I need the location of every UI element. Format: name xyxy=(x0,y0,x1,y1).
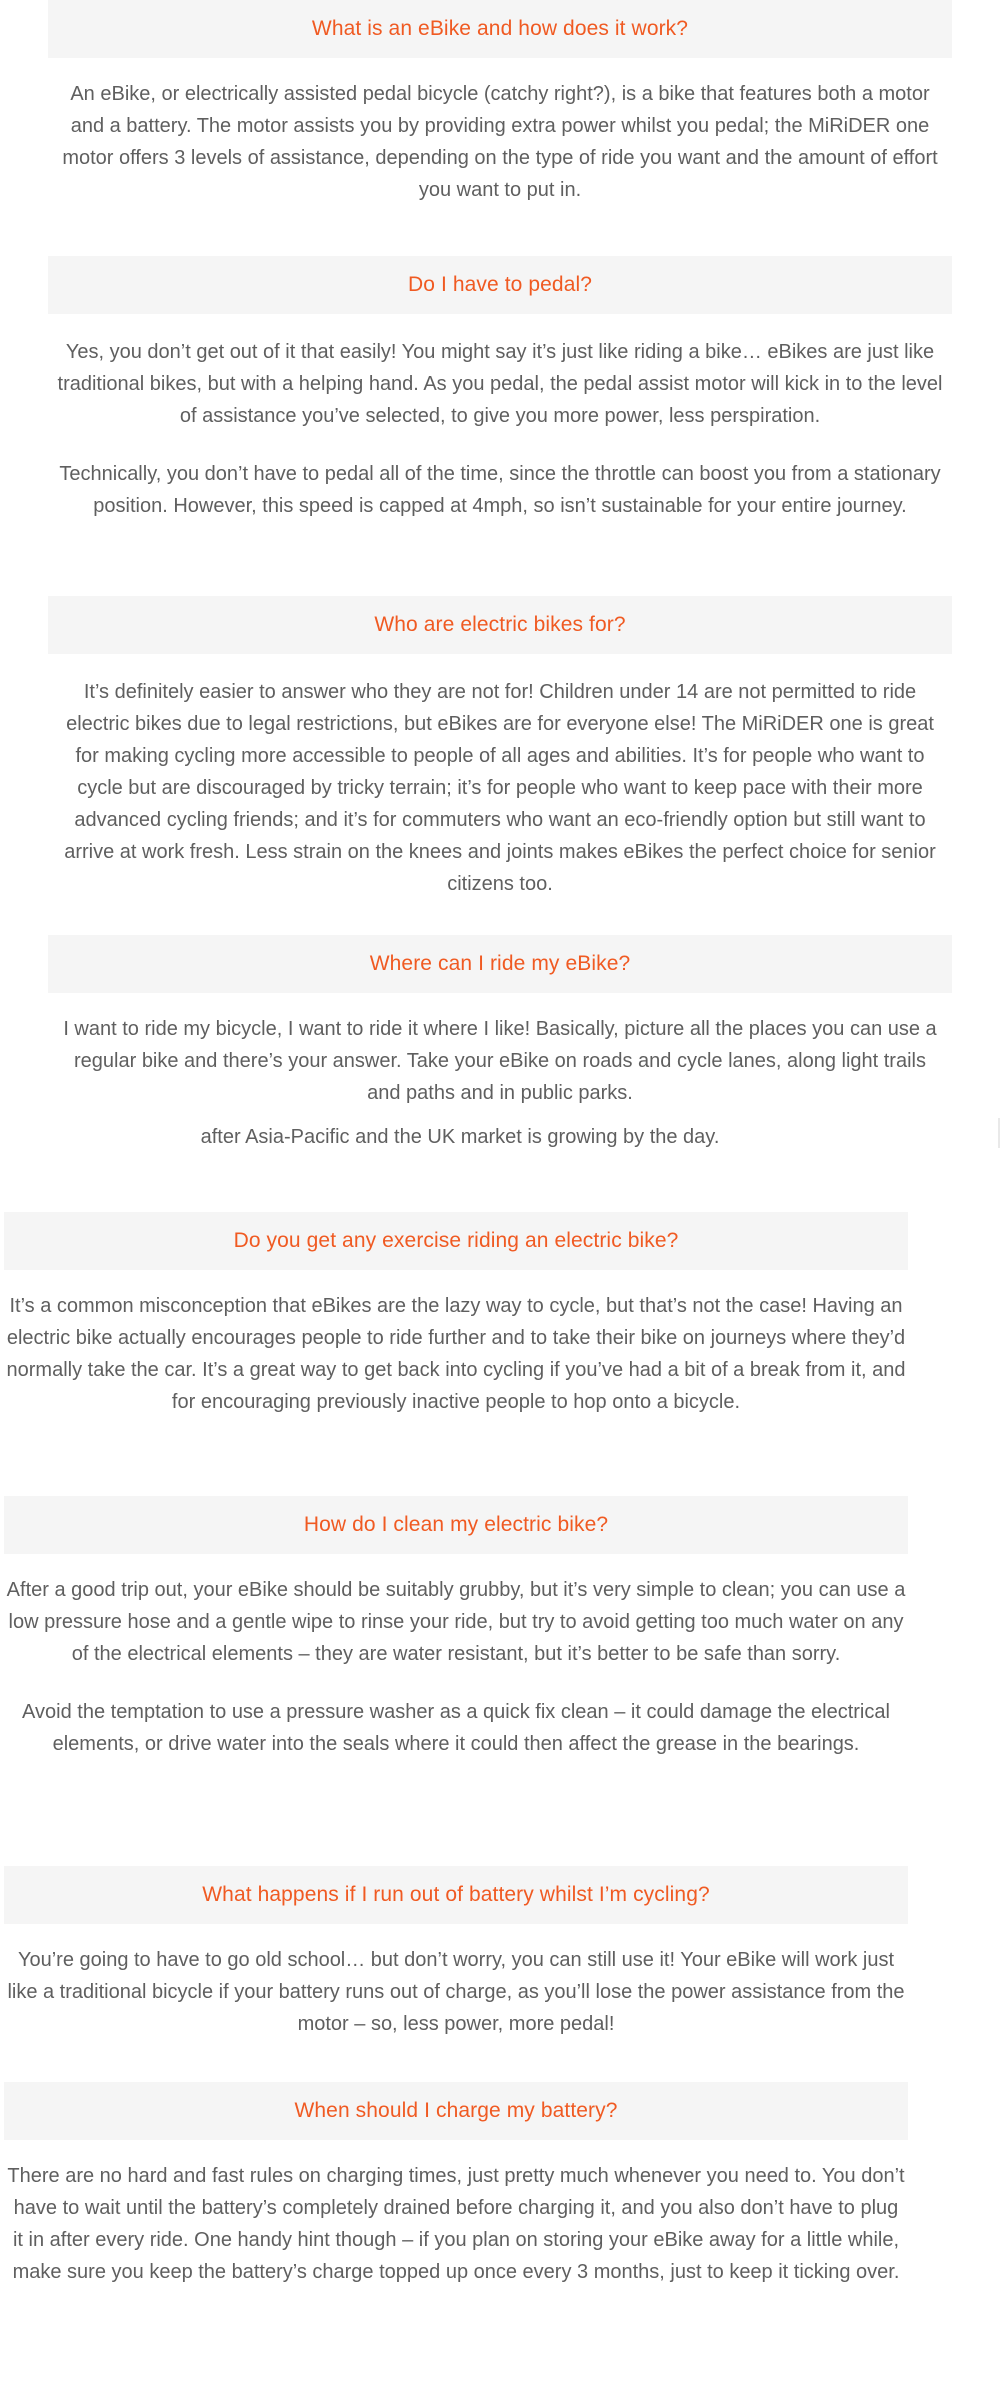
faq-section-battery-runs-out xyxy=(4,1866,908,2040)
faq-paragraph: It’s definitely easier to answer who they are not for! Children under 14 are not permitted to ride electric bikes due to legal restrictions, but eBikes are for everyone else! The MiRiDER one is great for making cycling more accessible to people of all ages and abilities. It’s for people who want to cycle but are discouraged by tricky terrain; it’s for people who want to keep pace with their more advanced cycling friends; and it’s for commuters who want an eco-friendly option but still want to arrive at work fresh. Less strain on the knees and joints makes eBikes the perfect choice for senior citizens too. xyxy=(64,681,936,895)
faq-answer xyxy=(48,654,952,900)
stray-text-line xyxy=(180,1122,740,1148)
faq-heading xyxy=(4,1866,908,1924)
faq-section-where-can-i-ride xyxy=(48,935,952,1109)
faq-heading xyxy=(4,1212,908,1270)
faq-question: Where can I ride my eBike? xyxy=(369,952,631,975)
faq-paragraph: You’re going to have to go old school… but don’t worry, you can still use it! Your eBike will work just like a traditional bicycle if your battery runs out of charge, as you’ll lose the power assistance from the motor – so, less power, more pedal! xyxy=(7,1949,905,2035)
faq-answer xyxy=(4,2140,908,2288)
faq-section-cleaning xyxy=(4,1496,908,1760)
faq-section-exercise xyxy=(4,1212,908,1418)
faq-question: Do I have to pedal? xyxy=(407,273,593,296)
faq-heading xyxy=(48,596,952,654)
faq-heading xyxy=(4,1496,908,1554)
faq-paragraph: It’s a common misconception that eBikes are the lazy way to cycle, but that’s not the case! Having an electric bike actually encourages people to ride further and to take their bike on journeys where they’d normally take the car. It’s a great way to get back into cycling if you’ve had a bit of a break from it, and for encouraging previously inactive people to hop onto a bicycle. xyxy=(6,1295,906,1413)
stray-text: after Asia-Pacific and the UK market is growing by the day. xyxy=(200,1126,720,1148)
faq-heading xyxy=(4,2082,908,2140)
faq-answer xyxy=(4,1924,908,2040)
faq-answer xyxy=(4,1554,908,1760)
faq-paragraph: I want to ride my bicycle, I want to ride it where I like! Basically, picture all the places you can use a regular bike and there’s your answer. Take your eBike on roads and cycle lanes, along light trails and paths and in public parks. xyxy=(63,1018,937,1104)
faq-answer xyxy=(4,1270,908,1418)
faq-question: When should I charge my battery? xyxy=(294,2099,618,2122)
faq-paragraph: Yes, you don’t get out of it that easily! You might say it’s just like riding a bike… eBikes are just like traditional bikes, but with a helping hand. As you pedal, the pedal assist motor will kick in to the level of assistance you’ve selected, to give you more power, less perspiration. xyxy=(57,341,943,427)
faq-question: How do I clean my electric bike? xyxy=(303,1513,609,1536)
faq-question: What is an eBike and how does it work? xyxy=(311,17,689,40)
faq-section-charging xyxy=(4,2082,908,2288)
faq-paragraph: An eBike, or electrically assisted pedal bicycle (catchy right?), is a bike that features both a motor and a battery. The motor assists you by providing extra power whilst you pedal; the MiRiDER one motor offers 3 levels of assistance, depending on the type of ride you want and the amount of effort you want to put in. xyxy=(62,83,938,201)
faq-answer xyxy=(48,58,952,206)
faq-paragraph: Technically, you don’t have to pedal all of the time, since the throttle can boost you from a stationary position. However, this speed is capped at 4mph, so isn’t sustainable for your entire journey. xyxy=(59,463,941,517)
faq-question: What happens if I run out of battery whilst I’m cycling? xyxy=(202,1883,710,1906)
faq-section-what-is-ebike xyxy=(48,0,952,206)
faq-heading xyxy=(48,935,952,993)
faq-section-who-are-ebikes-for xyxy=(48,596,952,900)
faq-paragraph: After a good trip out, your eBike should be suitably grubby, but it’s very simple to clean; you can use a low pressure hose and a gentle wipe to rinse your ride, but try to avoid getting too much water on any of the electrical elements – they are water resistant, but it’s better to be safe than sorry. xyxy=(6,1579,906,1665)
faq-heading xyxy=(48,0,952,58)
faq-heading xyxy=(48,256,952,314)
faq-paragraph: Avoid the temptation to use a pressure washer as a quick fix clean – it could damage the electrical elements, or drive water into the seals where it could then affect the grease in the bearings. xyxy=(22,1701,890,1755)
faq-answer xyxy=(48,993,952,1109)
faq-section-do-i-have-to-pedal xyxy=(48,256,952,522)
faq-answer xyxy=(48,314,952,522)
faq-question: Do you get any exercise riding an electric bike? xyxy=(233,1229,679,1252)
faq-question: Who are electric bikes for? xyxy=(374,613,626,636)
faq-paragraph: There are no hard and fast rules on charging times, just pretty much whenever you need to. You don’t have to wait until the battery’s completely drained before charging it, and you also don’t have to plug it in after every ride. One handy hint though – if you plan on storing your eBike away for a little while, make sure you keep the battery’s charge topped up once every 3 months, just to keep it ticking over. xyxy=(7,2165,905,2283)
